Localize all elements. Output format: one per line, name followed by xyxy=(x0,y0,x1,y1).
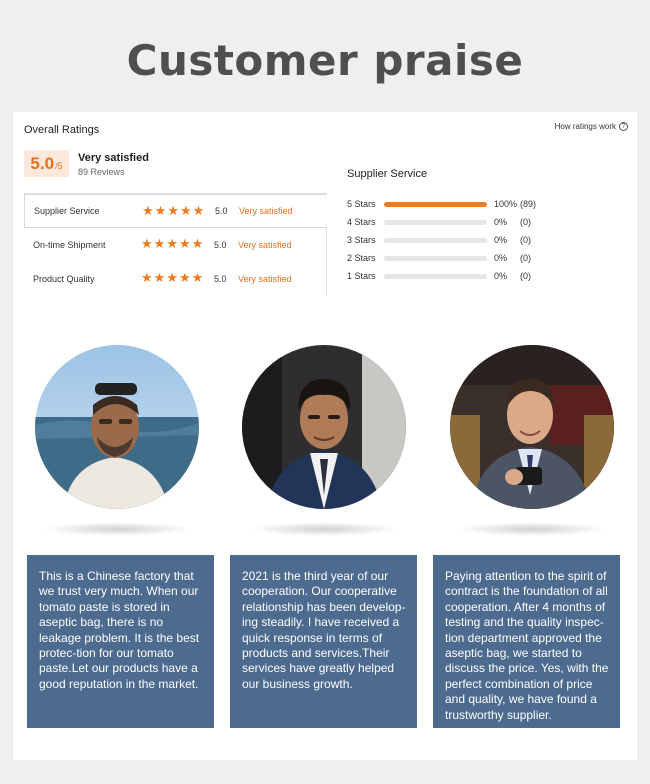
testimonial-text: 2021 is the third year of our cooperation. Our cooperative relationship has been develop-ing steadily. I have received a quick response in terms of products and services.Their services have greatly helped our business growth. xyxy=(242,569,406,691)
rating-bar-fill xyxy=(384,202,487,207)
star-icon: ★ xyxy=(166,270,178,285)
photo-shadow xyxy=(249,522,399,536)
customer-photo-1 xyxy=(35,345,199,509)
star-icon: ★ xyxy=(141,270,153,285)
rating-row-on-time-shipment[interactable] xyxy=(24,228,327,262)
rating-bar-track xyxy=(384,256,487,261)
rating-bar-track xyxy=(384,238,487,243)
testimonial-text: Paying attention to the spirit of contract is the foundation of all cooperation. After 4 months of testing and the quality inspec-tion department approved the aseptic bag, we started to discuss the price. Yes, with the perfect combination of price and quality, we have found a trustworthy supplier. xyxy=(445,569,609,722)
testimonial-text: This is a Chinese factory that we trust very much. When our tomato paste is stored in aseptic bag, there is no leakage problem. It is the best protec-tion for our tomato paste.Let our products have a good reputation in the market. xyxy=(39,569,200,691)
supplier-service-breakdown-title: Supplier Service xyxy=(347,168,428,180)
star-level-count: (0) xyxy=(520,235,531,245)
star-level-label: 5 Stars xyxy=(347,199,376,209)
star-icon: ★ xyxy=(178,236,191,251)
star-rating xyxy=(141,272,203,284)
star-icon: ★ xyxy=(179,203,192,218)
star-level-count: (0) xyxy=(520,271,531,281)
star-breakdown-row xyxy=(347,252,531,264)
star-icon: ★ xyxy=(192,203,205,218)
star-level-percent: 100% xyxy=(494,199,518,209)
overall-verdict: Very satisfied xyxy=(78,152,149,164)
star-level-count: (89) xyxy=(520,199,537,209)
rating-bar-track xyxy=(384,202,487,207)
star-breakdown-row xyxy=(347,216,531,228)
page-title: Customer praise xyxy=(126,36,524,85)
rating-bar-track xyxy=(384,274,487,279)
rating-category-name: Product Quality xyxy=(33,274,95,284)
rating-row-supplier-service[interactable] xyxy=(24,194,327,228)
star-icon: ★ xyxy=(191,236,204,251)
star-breakdown-row xyxy=(347,198,536,210)
star-level-label: 4 Stars xyxy=(347,217,376,227)
star-level-label: 1 Stars xyxy=(347,271,376,281)
star-level-percent: 0% xyxy=(494,253,508,263)
review-count: 89 Reviews xyxy=(78,167,125,177)
how-ratings-work-link[interactable] xyxy=(555,122,628,131)
rating-category-score: 5.0 xyxy=(215,206,228,216)
testimonial-card-3 xyxy=(433,555,620,728)
photo-shadow xyxy=(42,522,192,536)
star-icon: ★ xyxy=(141,236,153,251)
star-level-count: (0) xyxy=(520,217,531,227)
overall-score-badge xyxy=(24,150,69,177)
rating-category-score: 5.0 xyxy=(214,240,227,250)
star-icon: ★ xyxy=(167,203,179,218)
category-ratings-panel xyxy=(24,193,327,296)
star-icon: ★ xyxy=(166,236,178,251)
star-level-percent: 0% xyxy=(494,235,508,245)
star-icon: ★ xyxy=(142,203,154,218)
star-icon: ★ xyxy=(153,270,166,285)
star-icon: ★ xyxy=(153,236,166,251)
testimonial-card-2 xyxy=(230,555,417,728)
rating-category-name: On-time Shipment xyxy=(33,240,106,250)
star-level-label: 3 Stars xyxy=(347,235,376,245)
rating-row-product-quality[interactable] xyxy=(24,262,327,296)
photo-shadow xyxy=(457,522,607,536)
rating-bar-track xyxy=(384,220,487,225)
star-level-percent: 0% xyxy=(494,271,508,281)
rating-category-verdict: Very satisfied xyxy=(238,240,292,250)
star-level-percent: 0% xyxy=(494,217,508,227)
star-icon: ★ xyxy=(178,270,191,285)
how-ratings-work-label[interactable]: How ratings work xyxy=(554,122,616,131)
customer-photo-3 xyxy=(450,345,614,509)
star-icon: ★ xyxy=(154,203,167,218)
rating-category-score: 5.0 xyxy=(214,274,227,284)
star-level-label: 2 Stars xyxy=(347,253,376,263)
overall-ratings-heading: Overall Ratings xyxy=(24,124,100,136)
customer-photo-2 xyxy=(242,345,406,509)
star-breakdown-row xyxy=(347,234,531,246)
testimonial-card-1 xyxy=(27,555,214,728)
overall-score: 5.0 xyxy=(30,154,55,173)
rating-category-name: Supplier Service xyxy=(34,206,100,216)
rating-category-verdict: Very satisfied xyxy=(239,206,293,216)
star-level-count: (0) xyxy=(520,253,531,263)
ratings-card xyxy=(13,112,637,760)
star-rating xyxy=(141,238,203,250)
overall-score-denominator: /5 xyxy=(55,161,63,171)
star-breakdown-row xyxy=(347,270,531,282)
star-rating xyxy=(142,205,204,217)
question-circle-icon[interactable]: ? xyxy=(619,122,628,131)
star-icon: ★ xyxy=(191,270,204,285)
rating-category-verdict: Very satisfied xyxy=(238,274,292,284)
